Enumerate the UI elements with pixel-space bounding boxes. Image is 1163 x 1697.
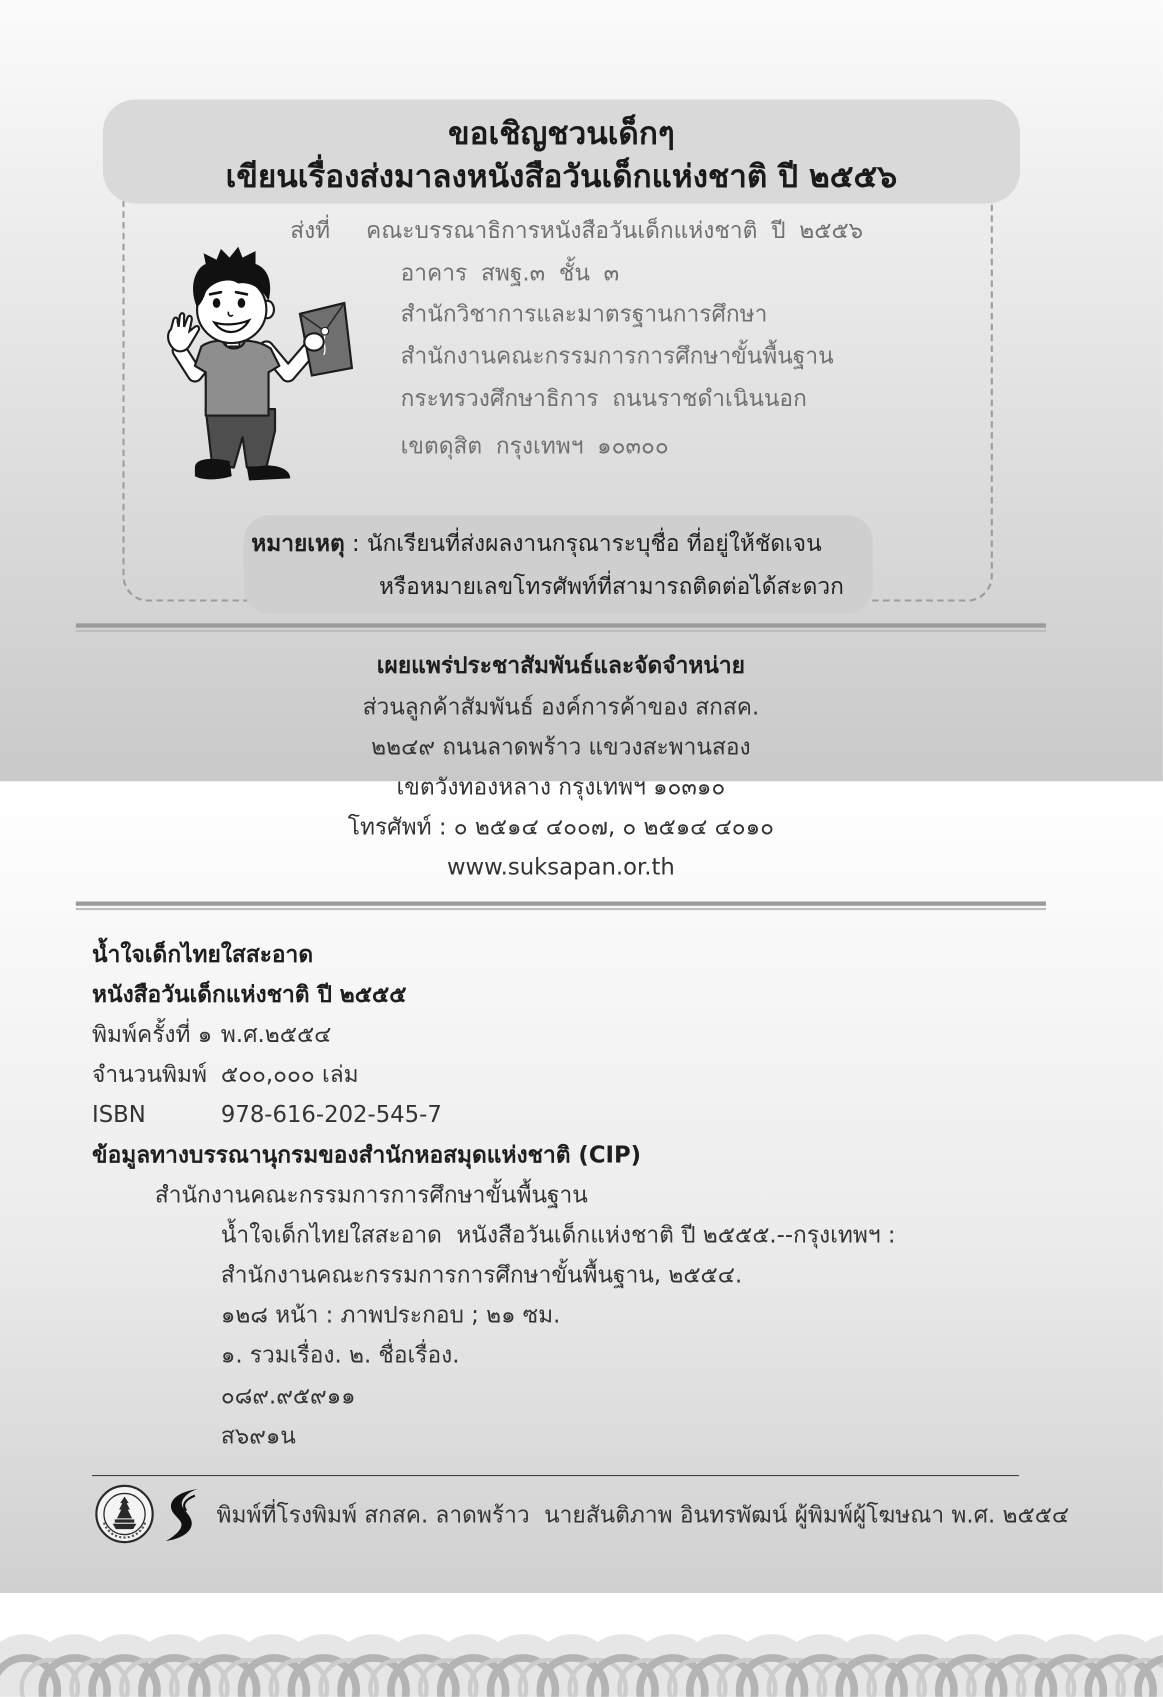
section-divider: [76, 623, 1046, 627]
section-divider-shadow: [76, 630, 1046, 632]
distribution-line: ส่วนลูกค้าสัมพันธ์ องค์การค้าของ สกสค.: [362, 693, 760, 720]
s-logo-icon: [162, 1487, 201, 1543]
cip-line: ๑. รวมเรื่อง. ๒. ชื่อเรื่อง.: [220, 1341, 460, 1368]
note-line1: [251, 527, 821, 559]
field-value: พ.ศ.๒๕๕๔: [220, 1021, 332, 1048]
boy-holding-envelope-icon: [162, 245, 357, 488]
distribution-website: www.suksapan.or.th: [446, 853, 675, 880]
note-label: หมายเหตุ: [251, 530, 345, 557]
section-divider: [76, 901, 1046, 905]
cip-line: ๑๒๘ หน้า : ภาพประกอบ ; ๒๑ ซม.: [220, 1301, 561, 1328]
note-text: : นักเรียนที่ส่งผลงานกรุณาระบุชื่อ ที่อยู่ให้ชัดเจน: [344, 530, 822, 557]
invitation-header-box: [103, 100, 1020, 204]
section-divider-shadow: [76, 908, 1046, 910]
cip-line: ๐๘๙.๙๕๙๑๑: [220, 1383, 356, 1410]
invitation-title-line2: เขียนเรื่องส่งมาลงหนังสือวันเด็กแห่งชาติ ปี ๒๕๕๖: [225, 158, 898, 195]
address-line: กระทรวงศึกษาธิการ ถนนราชดำเนินนอก: [400, 385, 807, 412]
address-line: สำนักวิชาการและมาตรฐานการศึกษา: [400, 300, 768, 327]
invitation-title-line1: ขอเชิญชวนเด็กๆ: [448, 114, 675, 152]
address-line: อาคาร สพฐ.๓ ชั้น ๓: [400, 259, 620, 286]
distribution-heading: เผยแพร่ประชาสัมพันธ์และจัดจำหน่าย: [376, 652, 746, 679]
cip-line: น้ำใจเด็กไทยใสสะอาด หนังสือวันเด็กแห่งชาติ ปี ๒๕๕๕.--กรุงเทพฯ :: [220, 1221, 896, 1248]
distribution-line: เขตวังทองหลาง กรุงเทพฯ ๑๐๓๑๐: [396, 773, 726, 800]
seal-logo-icon: [94, 1484, 155, 1545]
cip-line: ส๖๙๑น: [220, 1423, 296, 1450]
note-line2: หรือหมายเลขโทรศัพท์ที่สามารถติดต่อได้สะดวก: [378, 573, 844, 600]
printer-text: พิมพ์ที่โรงพิมพ์ สกสค. ลาดพร้าว นายสันติภาพ อินทรพัฒน์ ผู้พิมพ์ผู้โฆษณา พ.ศ. ๒๕๕๔: [216, 1502, 1070, 1529]
cip-heading: ข้อมูลทางบรรณานุกรมของสำนักหอสมุดแห่งชาติ (CIP): [92, 1141, 642, 1168]
address-line: สำนักงานคณะกรรมการการศึกษาขั้นพื้นฐาน: [400, 343, 834, 370]
book-subtitle: หนังสือวันเด็กแห่งชาติ ปี ๒๕๕๕: [92, 981, 407, 1008]
address-line: คณะบรรณาธิการหนังสือวันเด็กแห่งชาติ ปี ๒๕๕๖: [365, 217, 864, 244]
binding-rings-icon: [0, 1591, 1163, 1697]
field-label: พิมพ์ครั้งที่ ๑: [92, 1021, 213, 1048]
send-to-label: ส่งที่: [290, 217, 331, 244]
address-line: เขตดุสิต กรุงเทพฯ ๑๐๓๐๐: [400, 432, 669, 459]
field-value: ๕๐๐,๐๐๐ เล่ม: [220, 1061, 359, 1088]
cip-author: สำนักงานคณะกรรมการการศึกษาขั้นพื้นฐาน: [154, 1181, 588, 1208]
field-label: ISBN: [92, 1101, 146, 1128]
book-title: น้ำใจเด็กไทยใสสะอาด: [92, 941, 314, 968]
field-value: 978-616-202-545-7: [220, 1101, 442, 1128]
field-label: จำนวนพิมพ์: [92, 1061, 207, 1088]
distribution-line: ๒๒๔๙ ถนนลาดพร้าว แขวงสะพานสอง: [371, 733, 751, 760]
cip-line: สำนักงานคณะกรรมการการศึกษาขั้นพื้นฐาน, ๒๕๕๔.: [220, 1261, 743, 1288]
distribution-phone: โทรศัพท์ : ๐ ๒๕๑๔ ๔๐๐๗, ๐ ๒๕๑๔ ๔๐๑๐: [347, 813, 774, 840]
printer-divider: [92, 1475, 1019, 1476]
